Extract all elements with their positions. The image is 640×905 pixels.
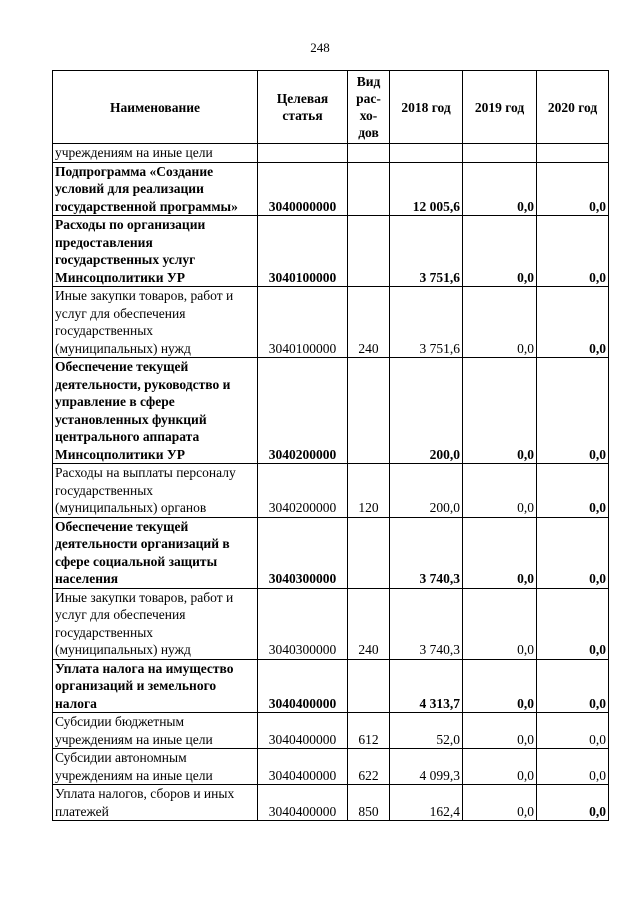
cell-2020: 0,0 [537,749,609,785]
cell-2019: 0,0 [463,659,537,713]
header-kind: Вид рас-хо-дов [348,71,390,144]
cell-2018 [390,144,463,163]
cell-2020: 0,0 [537,464,609,518]
cell-2019: 0,0 [463,464,537,518]
cell-2019 [463,144,537,163]
cell-kind [348,162,390,216]
page-number: 248 [310,40,330,55]
table-header-row [53,71,609,144]
cell-2018: 3 751,6 [390,216,463,287]
cell-kind [348,358,390,464]
cell-name: Подпрограмма «Создание условий для реализации государственной программы» [53,162,258,216]
cell-2018: 200,0 [390,464,463,518]
cell-name: учреждениям на иные цели [53,144,258,163]
cell-code: 3040400000 [258,785,348,821]
cell-kind: 120 [348,464,390,518]
cell-name: Иные закупки товаров, работ и услуг для обеспечения государственных (муниципальных) нужд [53,588,258,659]
table-row [53,659,609,713]
cell-2019: 0,0 [463,162,537,216]
cell-code: 3040000000 [258,162,348,216]
cell-2020: 0,0 [537,713,609,749]
cell-kind [348,144,390,163]
cell-2018: 4 099,3 [390,749,463,785]
table-row [53,713,609,749]
cell-2020: 0,0 [537,517,609,588]
cell-kind: 240 [348,287,390,358]
cell-name: Обеспечение текущей деятельности организаций в сфере социальной защиты населения [53,517,258,588]
table-row [53,358,609,464]
cell-2020: 0,0 [537,162,609,216]
cell-kind [348,216,390,287]
cell-2018: 52,0 [390,713,463,749]
cell-code: 3040400000 [258,713,348,749]
cell-code: 3040300000 [258,588,348,659]
table-row [53,287,609,358]
cell-2018: 162,4 [390,785,463,821]
cell-2019: 0,0 [463,216,537,287]
table-row [53,785,609,821]
cell-kind [348,659,390,713]
header-code: Целевая статья [258,71,348,144]
cell-2018: 4 313,7 [390,659,463,713]
cell-code: 3040300000 [258,517,348,588]
cell-2019: 0,0 [463,517,537,588]
cell-2020: 0,0 [537,287,609,358]
cell-2020 [537,144,609,163]
cell-code: 3040100000 [258,287,348,358]
cell-2019: 0,0 [463,785,537,821]
budget-table [52,70,609,821]
cell-name: Обеспечение текущей деятельности, руководство и управление в сфере установленных функций центрального аппарата Минсоцполитики УР [53,358,258,464]
cell-name: Уплата налогов, сборов и иных платежей [53,785,258,821]
cell-2020: 0,0 [537,659,609,713]
cell-2020: 0,0 [537,358,609,464]
table-row [53,162,609,216]
cell-kind: 850 [348,785,390,821]
cell-2019: 0,0 [463,713,537,749]
cell-2018: 3 751,6 [390,287,463,358]
cell-kind [348,517,390,588]
cell-code [258,144,348,163]
cell-name: Субсидии бюджетным учреждениям на иные цели [53,713,258,749]
cell-2018: 3 740,3 [390,588,463,659]
cell-code: 3040200000 [258,464,348,518]
cell-2020: 0,0 [537,588,609,659]
cell-kind: 622 [348,749,390,785]
table-row [53,588,609,659]
table-row [53,517,609,588]
cell-2018: 200,0 [390,358,463,464]
header-2020: 2020 год [537,71,609,144]
header-name: Наименование [53,71,258,144]
cell-code: 3040400000 [258,659,348,713]
cell-name: Субсидии автономным учреждениям на иные цели [53,749,258,785]
table-row [53,464,609,518]
cell-kind: 612 [348,713,390,749]
cell-2019: 0,0 [463,588,537,659]
cell-code: 3040200000 [258,358,348,464]
cell-name: Иные закупки товаров, работ и услуг для обеспечения государственных (муниципальных) нужд [53,287,258,358]
table-row [53,144,609,163]
cell-name: Уплата налога на имущество организаций и земельного налога [53,659,258,713]
cell-name: Расходы по организации предоставления государственных услуг Минсоцполитики УР [53,216,258,287]
cell-2019: 0,0 [463,749,537,785]
cell-2019: 0,0 [463,287,537,358]
cell-2019: 0,0 [463,358,537,464]
table-row [53,216,609,287]
cell-2018: 12 005,6 [390,162,463,216]
cell-2018: 3 740,3 [390,517,463,588]
cell-code: 3040400000 [258,749,348,785]
cell-2020: 0,0 [537,785,609,821]
cell-code: 3040100000 [258,216,348,287]
cell-kind: 240 [348,588,390,659]
table-row [53,749,609,785]
header-2019: 2019 год [463,71,537,144]
cell-name: Расходы на выплаты персоналу государственных (муниципальных) органов [53,464,258,518]
header-2018: 2018 год [390,71,463,144]
cell-2020: 0,0 [537,216,609,287]
